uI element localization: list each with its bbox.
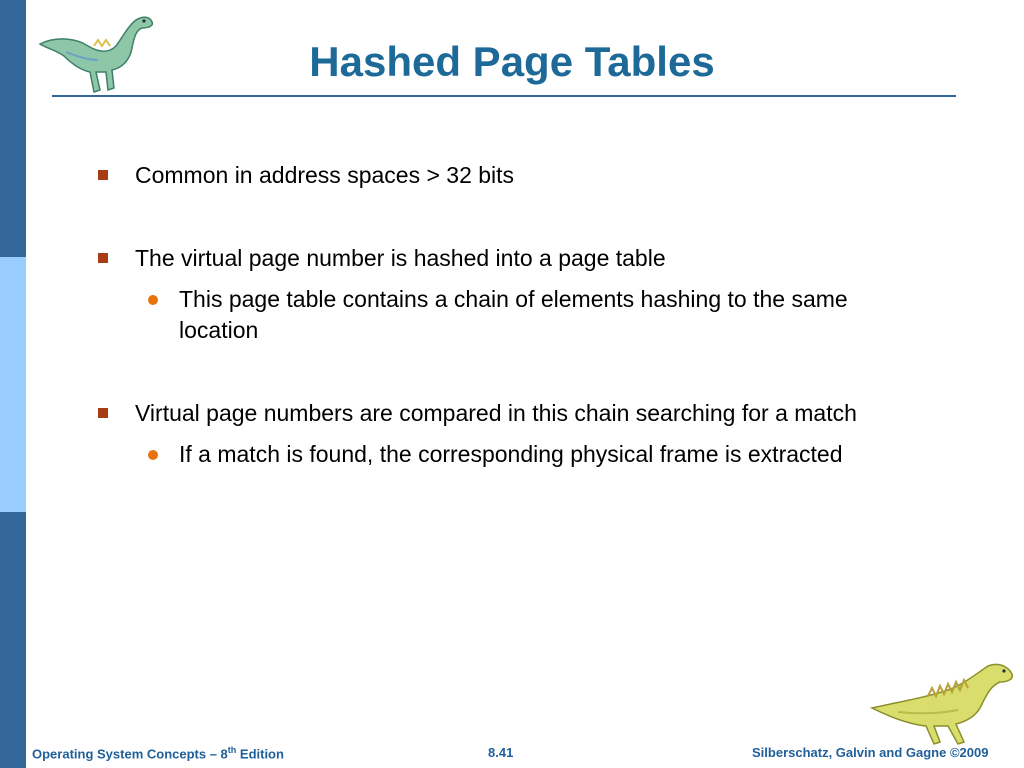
footer-book-title: Operating System Concepts – 8th Edition [32, 745, 284, 762]
bullet-item [98, 398, 918, 429]
page-title: Hashed Page Tables [309, 38, 715, 85]
square-bullet-icon [98, 408, 108, 418]
dinosaur-icon [868, 656, 1018, 746]
bullet-list [98, 160, 918, 470]
title-divider [52, 95, 956, 97]
square-bullet-icon [98, 253, 108, 263]
page-number: 8.41 [488, 745, 514, 760]
footer-copyright: Silberschatz, Galvin and Gagne ©2009 [752, 745, 989, 760]
sub-bullet-item [98, 439, 918, 470]
sub-bullet-text: This page table contains a chain of elements hashing to the same location [179, 286, 848, 343]
bullet-item [98, 160, 918, 191]
square-bullet-icon [98, 170, 108, 180]
dot-bullet-icon [148, 295, 158, 305]
bullet-text: Common in address spaces > 32 bits [135, 162, 515, 188]
bullet-text: The virtual page number is hashed into a page table [135, 245, 666, 271]
side-bar-middle [0, 257, 26, 512]
dot-bullet-icon [148, 450, 158, 460]
sub-bullet-item [98, 284, 918, 346]
sub-bullet-text: If a match is found, the corresponding physical frame is extracted [179, 441, 843, 467]
bullet-item [98, 243, 918, 274]
bullet-text: Virtual page numbers are compared in this chain searching for a match [135, 400, 857, 426]
side-bar-bottom [0, 512, 26, 768]
